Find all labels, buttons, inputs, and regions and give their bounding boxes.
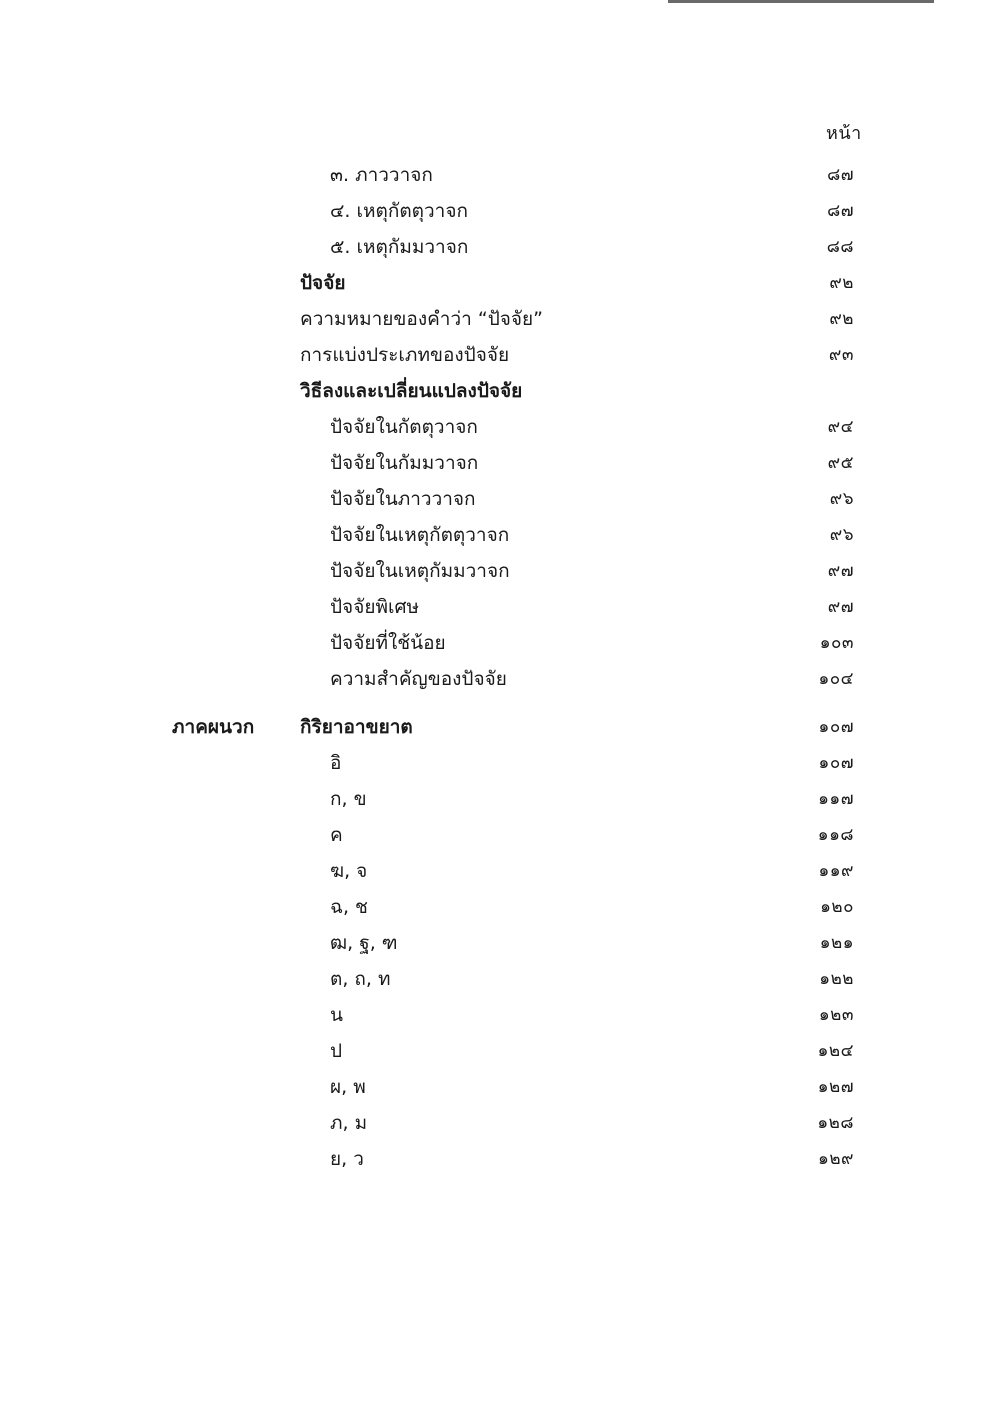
toc-label: ป <box>330 1040 343 1062</box>
toc-page-number: ๑๒๘ <box>817 1113 854 1133</box>
toc-row <box>0 302 1000 336</box>
page-column-header: หน้า <box>826 123 862 144</box>
toc-row <box>0 158 1000 192</box>
toc-label: การแบ่งประเภทของปัจจัย <box>300 344 510 366</box>
toc-page-number: ๙๓ <box>828 345 854 365</box>
toc-page-number: ๑๒๑ <box>819 933 854 953</box>
toc-page-number: ๑๐๔ <box>818 669 854 689</box>
toc-page-number: ๑๐๓ <box>819 633 854 653</box>
toc-page-number: ๑๐๗ <box>818 753 854 773</box>
toc-label: ความสำคัญของปัจจัย <box>330 668 507 690</box>
toc-label: ฒ, ฐ, ฑ <box>330 932 398 954</box>
toc-page-number: ๑๒๔ <box>817 1041 854 1061</box>
toc-row <box>0 626 1000 660</box>
toc-page-number: ๙๒ <box>829 273 854 293</box>
toc-label: ปัจจัย <box>300 272 346 294</box>
toc-row <box>0 266 1000 300</box>
toc-page-number: ๙๕ <box>827 453 854 473</box>
toc-label: ๓. ภาววาจก <box>330 164 433 186</box>
toc-page-number: ๘๘ <box>826 237 854 257</box>
toc-label: กิริยาอาขยาต <box>300 716 413 738</box>
toc-label: ปัจจัยในภาววาจก <box>330 488 476 510</box>
toc-label: ปัจจัยพิเศษ <box>330 596 420 618</box>
toc-page-number: ๙๖ <box>829 489 854 509</box>
toc-page-number: ๑๑๘ <box>817 825 854 845</box>
toc-label: ย, ว <box>330 1148 364 1170</box>
toc-row <box>0 194 1000 228</box>
toc-row <box>0 482 1000 516</box>
toc-page-number: ๑๒๓ <box>818 1005 854 1025</box>
toc-row <box>0 1070 1000 1104</box>
toc-row <box>0 782 1000 816</box>
toc-page-number: ๙๖ <box>829 525 854 545</box>
toc-label: ๔. เหตุกัตตุวาจก <box>330 200 468 222</box>
toc-label: ค <box>330 824 343 846</box>
toc-page-number: ๘๗ <box>827 165 854 185</box>
toc-page-number: ๑๑๗ <box>818 789 854 809</box>
toc-label: ก, ข <box>330 788 367 810</box>
toc-label: ภ, ม <box>330 1112 368 1134</box>
toc-row <box>0 1034 1000 1068</box>
toc-page-number: ๑๒๗ <box>817 1077 854 1097</box>
toc-row <box>0 662 1000 696</box>
toc-row <box>0 338 1000 372</box>
toc-page-number: ๙๒ <box>829 309 854 329</box>
toc-page-number: ๑๐๗ <box>818 717 854 737</box>
toc-page-number: ๘๗ <box>827 201 854 221</box>
toc-page-number: ๑๑๙ <box>818 861 854 881</box>
toc-row <box>0 590 1000 624</box>
toc-page-number: ๑๒๐ <box>820 897 854 917</box>
toc-label: ฆ, จ <box>330 860 368 882</box>
toc-label: ๕. เหตุกัมมวาจก <box>330 236 469 258</box>
toc-label: น <box>330 1004 343 1026</box>
toc-row <box>0 1142 1000 1176</box>
toc-label: ปัจจัยในเหตุกัมมวาจก <box>330 560 510 582</box>
toc-page-number: ๑๒๒ <box>819 969 854 989</box>
toc-label: วิธีลงและเปลี่ยนแปลงปัจจัย <box>300 380 523 402</box>
toc-row <box>0 926 1000 960</box>
toc-label: ปัจจัยในกัตตุวาจก <box>330 416 478 438</box>
toc-label: ผ, พ <box>330 1076 366 1098</box>
toc-page-number: ๙๔ <box>827 417 854 437</box>
toc-label: ฉ, ช <box>330 896 368 918</box>
toc-label: ความหมายของคำว่า “ปัจจัย” <box>300 308 544 330</box>
toc-row <box>0 518 1000 552</box>
toc-row <box>0 446 1000 480</box>
toc-row <box>0 746 1000 780</box>
toc-row <box>0 410 1000 444</box>
toc-row <box>0 890 1000 924</box>
toc-row <box>0 998 1000 1032</box>
top-rule <box>668 0 934 3</box>
toc-row <box>0 374 1000 408</box>
appendix-section-title: ภาคผนวก <box>172 716 255 738</box>
toc-page-number: ๙๗ <box>827 597 854 617</box>
toc-row <box>0 230 1000 264</box>
toc-page-number: ๑๒๙ <box>818 1149 854 1169</box>
toc-label: ปัจจัยในเหตุกัตตุวาจก <box>330 524 510 546</box>
toc-row-appendix <box>0 710 1000 744</box>
toc-label: อิ <box>330 752 342 774</box>
toc-row <box>0 854 1000 888</box>
toc-row <box>0 1106 1000 1140</box>
toc-row <box>0 818 1000 852</box>
toc-page-number: ๙๗ <box>827 561 854 581</box>
toc-row <box>0 962 1000 996</box>
toc-label: ปัจจัยที่ใช้น้อย <box>330 632 446 654</box>
toc-label: ต, ถ, ท <box>330 968 391 990</box>
toc-label: ปัจจัยในกัมมวาจก <box>330 452 479 474</box>
toc-row <box>0 554 1000 588</box>
